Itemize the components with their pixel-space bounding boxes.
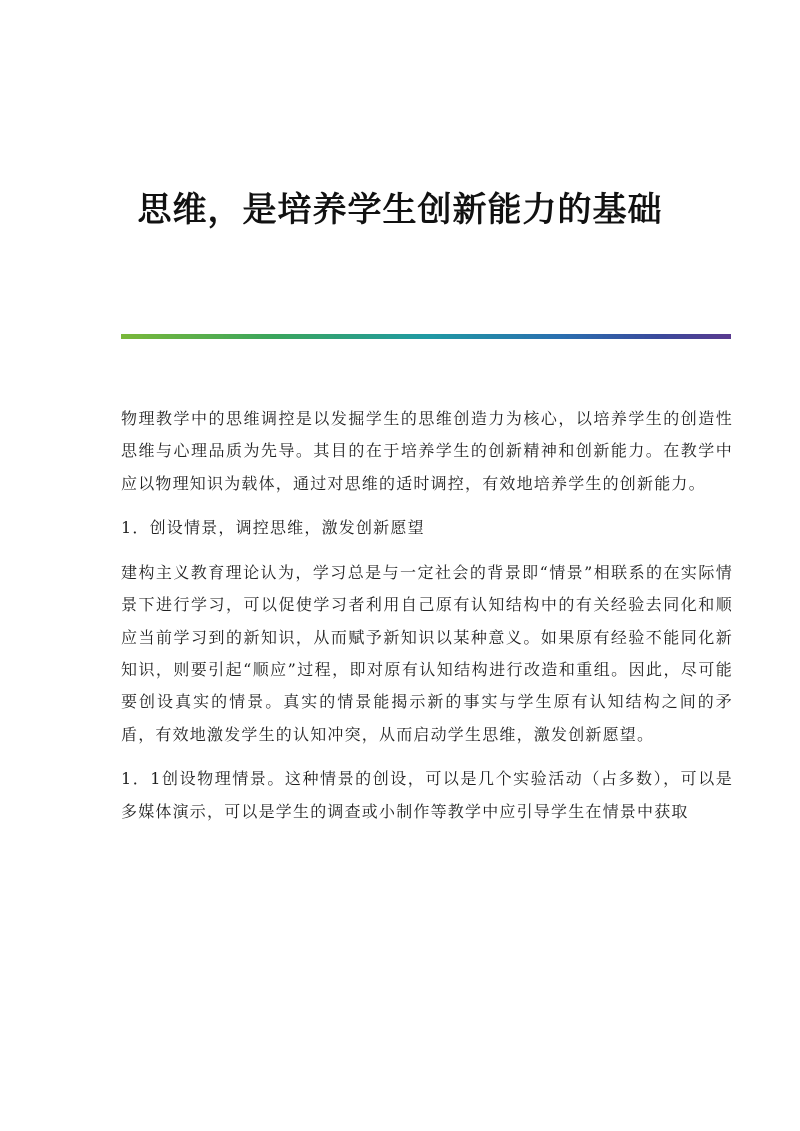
- section-heading: 1．创设情景，调控思维，激发创新愿望: [121, 518, 425, 538]
- document-title: 思维，是培养学生创新能力的基础: [137, 190, 663, 230]
- subsection-paragraph: 1．1创设物理情景。这种情景的创设，可以是几个实验活动（占多数），可以是多媒体演示，可以是学生的调查或小制作等教学中应引导学生在情景中获取: [121, 769, 733, 821]
- intro-paragraph: 物理教学中的思维调控是以发掘学生的思维创造力为核心，以培养学生的创造性思维与心理品质为先导。其目的在于培养学生的创新精神和创新能力。在教学中应以物理知识为载体，通过对思维的适时调控，有效地培养学生的创新能力。: [121, 409, 733, 493]
- gradient-divider: [121, 334, 731, 339]
- document-body: [121, 403, 733, 828]
- constructivism-paragraph: 建构主义教育理论认为，学习总是与一定社会的背景即“情景”相联系的在实际情景下进行学习，可以促使学习者利用自己原有认知结构中的有关经验去同化和顺应当前学习到的新知识，从而赋予新知识以某种意义。如果原有经验不能同化新知识，则要引起“顺应”过程，即对原有认知结构进行改造和重组。因此，尽可能要创设真实的情景。真实的情景能揭示新的事实与学生原有认知结构之间的矛盾，有效地激发学生的认知冲突，从而启动学生思维，激发创新愿望。: [121, 563, 733, 744]
